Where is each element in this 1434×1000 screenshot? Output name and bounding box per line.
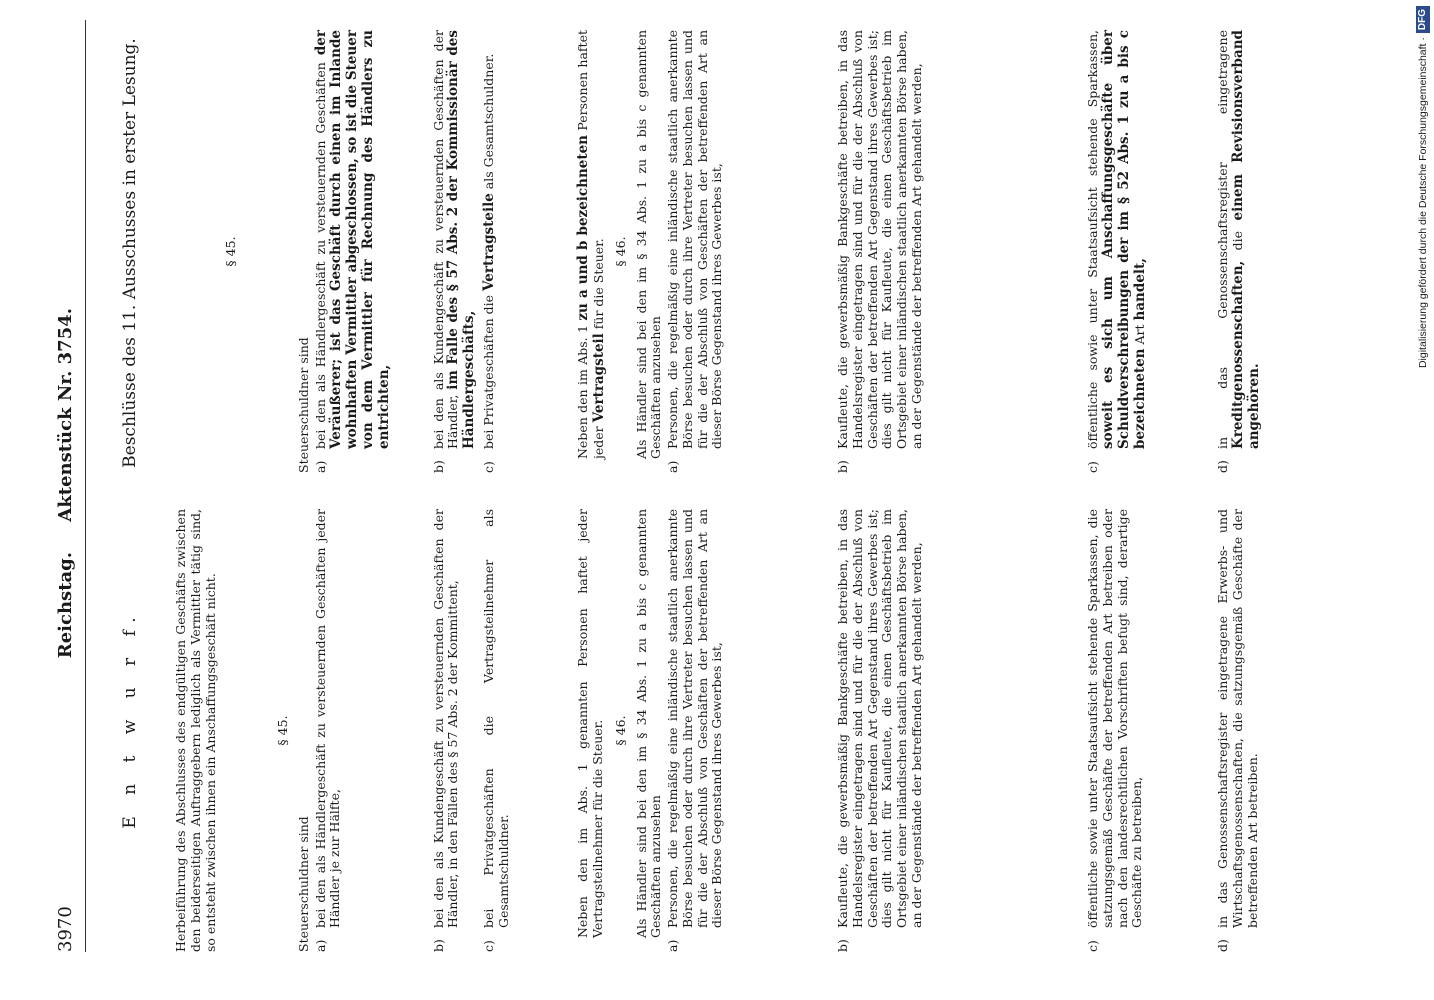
s46-item-c-right: c) öffentliche sowie unter Staatsaufsicht stehende Sparkassen, soweit es sich um Anschaffungsgeschäfte über Schuldverschreibungen der im § 52 Abs. 1 zu a bis c bezeichneten Art handelt, [1085, 30, 1148, 473]
s45-item-b-left: b) bei den als Kundengeschäft zu versteuernden Geschäften der Händler, in den Fällen des § 57 Abs. 2 der Kommittent, [430, 509, 461, 952]
s46-item-c-left: c) öffentliche sowie unter Staatsaufsicht stehende Sparkassen, die satzungsgemäß Geschäfte der betreffenden Art betreiben oder nach den landesrechtlichen Vorschriften befugt sind, derartige Geschäfte zu betreiben, [1085, 509, 1145, 952]
s46-heading-left: § 46. [612, 715, 628, 746]
s45-lead-left: Steuerschuldner sind [295, 816, 311, 952]
page-number: 3970 [55, 906, 76, 952]
s45-item-a-left: a) bei den als Händlergeschäft zu versteuernden Geschäften jeder Händler je zur Hälfte, [312, 509, 343, 952]
s45-item-b-right: b) bei den als Kundengeschäft zu versteuernden Geschäften der Händler, im Falle des § 57 Abs. 2 der Kommissionär des Händlergeschäfts, [430, 30, 478, 473]
left-column-title: E n t w u r f. [120, 609, 140, 829]
s45-liability-left: Neben den im Abs. 1 genannten Personen haftet jeder Vertragsteilnehmer für die Steuer. [575, 509, 605, 938]
s46-lead-left: Als Händler sind bei den im § 34 Abs. 1 zu a bis c genannten Geschäften anzusehen [633, 509, 664, 938]
s46-item-a-left: a) Personen, die regelmäßig eine inländische staatlich anerkannte Börse besuchen oder durch ihre Vertreter besuchen lassen und für die der Abschluß von Geschäften der betreffenden Art an dieser Börse Gegenstand ihres Gewerbes ist, [665, 509, 725, 952]
s46-lead-right: Als Händler sind bei den im § 34 Abs. 1 zu a bis c genannten Geschäften anzusehen [633, 30, 664, 459]
header-left: Reichstag. [55, 551, 76, 659]
s45-lead-right: Steuerschuldner sind [295, 337, 311, 473]
header-title [55, 60, 76, 906]
header-right: Aktenstück Nr. 3754. [55, 307, 76, 522]
digitization-note [1414, 6, 1432, 996]
digitization-note-text: Digitalisierung gefördert durch die Deutsche Forschungsgemeinschaft · [1417, 37, 1429, 369]
s46-item-a-right: a) Personen, die regelmäßig eine inländische staatlich anerkannte Börse besuchen oder durch ihre Vertreter besuchen lassen und für die der Abschluß von Geschäften der betreffenden Art an dieser Börse Gegenstand ihres Gewerbes ist, [665, 30, 725, 473]
s46-heading-right: § 46. [612, 236, 628, 267]
s46-item-d-left: d) in das Genossenschaftsregister eingetragene Erwerbs- und Wirtschaftsgenossenschaften, die satzungsgemäß Geschäfte der betreffenden Art betreiben. [1215, 509, 1260, 952]
s45-heading-left: § 45. [275, 715, 290, 746]
column-titles [120, 20, 174, 952]
s45-liability-right: Neben den im Abs. 1 zu a und b bezeichneten Personen haftet jeder Vertragsteil für die Steuer. [575, 29, 608, 459]
s45-item-c-right: c) bei Privatgeschäften die Vertragsteile als Gesamtschuldner. [481, 53, 498, 473]
s45-heading-right: § 45. [223, 236, 238, 267]
running-head [55, 20, 86, 952]
s45-item-a-right: a) bei den als Händlergeschäft zu versteuernden Geschäften der Veräußerer; ist das Geschäft durch einen im Inlande wohnhaften Vermittler abgeschlossen, so ist die Steuer von dem Vermittler für Rechnung des Händlers zu entrichten, [312, 30, 393, 473]
dfg-logo: DFG [1416, 6, 1430, 33]
s45-item-c-left: c) bei Privatgeschäften die Vertragsteilnehmer als Gesamtschuldner. [481, 509, 511, 952]
s46-item-b-right: b) Kaufleute, die gewerbsmäßig Bankgeschäfte betreiben, in das Handelsregister eingetragen sind und für die der Abschluß von Geschäften der betreffenden Art Gegenstand ihres Gewerbes ist; dies gilt nicht für Kaufleute, die einen Geschäftsbetrieb im Ortsgebiet einer inländischen staatlich anerkannten Börse haben, an der Gegenstände der betreffenden Art gehandelt werden, [835, 30, 924, 473]
right-column-title: Beschlüsse des 11. Ausschusses in erster Lesung. [120, 38, 140, 468]
s46-item-d-right: d) in das Genossenschaftsregister eingetragene Kreditgenossenschaften, die einem Revisionsverband angehören. [1215, 30, 1262, 473]
s46-item-b-left: b) Kaufleute, die gewerbsmäßig Bankgeschäfte betreiben, in das Handelsregister eingetragen sind und für die der Abschluß von Geschäften der betreffenden Art Gegenstand ihres Gewerbes ist; dies gilt nicht für Kaufleute, die einen Geschäftsbetrieb im Ortsgebiet einer inländischen staatlich anerkannten Börse haben, an der Gegenstände der betreffenden Art gehandelt werden, [835, 509, 924, 952]
intro-paragraph: Herbeiführung des Abschlusses des endgültigen Geschäfts zwischen den beiderseitigen Auftraggebern lediglich als Vermittler tätig sind, so entsteht zwischen ihnen ein Anschaffungsgeschäft nicht. [173, 509, 218, 952]
